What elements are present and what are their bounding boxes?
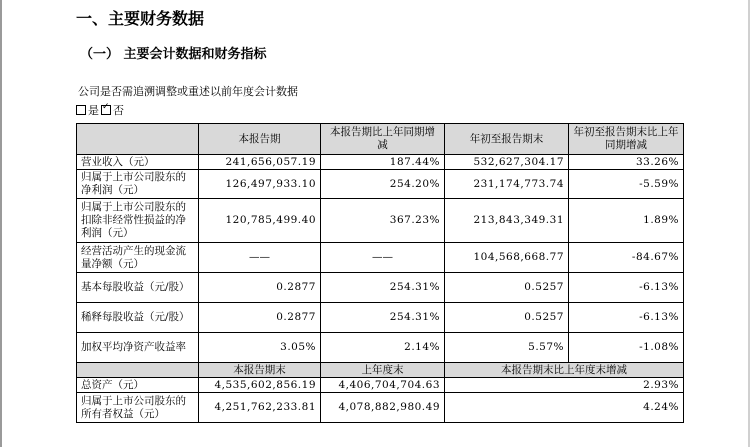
table-row: [77, 243, 684, 273]
cell-period: 126,497,933.10: [199, 170, 321, 199]
checkbox-no-icon[interactable]: [101, 105, 111, 115]
cell-ytd: 0.5257: [445, 303, 569, 333]
row-label: 总资产（元）: [77, 378, 199, 393]
cell-ytd: 213,843,349.31: [445, 199, 569, 243]
cell-period-change: 367.23%: [321, 199, 445, 243]
header-prior-year-end: 上年度末: [321, 363, 445, 378]
subsection-heading: （一） 主要会计数据和财务指标: [80, 47, 267, 62]
cell-period-change: 187.44%: [321, 155, 445, 170]
header-ytd-change: 年初至报告期末比上年同期增减: [569, 124, 684, 155]
cell-period-change: ——: [321, 243, 445, 273]
option-no-label: 否: [113, 104, 124, 117]
cell-period: 0.2877: [199, 303, 321, 333]
table-row: [77, 378, 684, 393]
cell-ytd-change: -6.13%: [569, 273, 684, 303]
table-row: [77, 393, 684, 423]
page-edge-left: [0, 0, 2, 447]
cell-ytd-change: 1.89%: [569, 199, 684, 243]
section-heading: 一、主要财务数据: [76, 9, 205, 28]
row-label: 基本每股收益（元/股）: [77, 273, 199, 303]
cell-ytd-change: -6.13%: [569, 303, 684, 333]
table-row: [77, 155, 684, 170]
restate-question: 公司是否需追溯调整或重述以前年度会计数据: [78, 85, 298, 98]
restate-options: [76, 102, 126, 118]
row-label: 归属于上市公司股东的净利润（元）: [77, 170, 199, 199]
cell-period: ——: [199, 243, 321, 273]
checkbox-yes-icon[interactable]: [76, 105, 86, 115]
cell-period: 120,785,499.40: [199, 199, 321, 243]
financial-data-table: [76, 123, 684, 423]
cell-period: 241,656,057.19: [199, 155, 321, 170]
cell-ytd: 5.57%: [445, 333, 569, 363]
row-label: 营业收入（元）: [77, 155, 199, 170]
option-yes-label: 是: [88, 104, 99, 117]
row-label: 稀释每股收益（元/股）: [77, 303, 199, 333]
table-row: [77, 170, 684, 199]
cell-ytd: 0.5257: [445, 273, 569, 303]
header-blank: [77, 363, 199, 378]
table-row: [77, 199, 684, 243]
cell-change: 4.24%: [445, 393, 684, 423]
cell-current: 4,251,762,233.81: [199, 393, 321, 423]
cell-period: 3.05%: [199, 333, 321, 363]
cell-period-change: 254.31%: [321, 303, 445, 333]
header-ytd: 年初至报告期末: [445, 124, 569, 155]
header-current-period-change: 本报告期比上年同期增减: [321, 124, 445, 155]
table-row: [77, 273, 684, 303]
cell-current: 4,535,602,856.19: [199, 378, 321, 393]
cell-period: 0.2877: [199, 273, 321, 303]
cell-period-change: 254.20%: [321, 170, 445, 199]
cell-ytd: 104,568,668.77: [445, 243, 569, 273]
row-label: 经营活动产生的现金流量净额（元）: [77, 243, 199, 273]
cell-change: 2.93%: [445, 378, 684, 393]
table-row: [77, 333, 684, 363]
cell-ytd-change: -5.59%: [569, 170, 684, 199]
cell-prior: 4,078,882,980.49: [321, 393, 445, 423]
table-row: [77, 303, 684, 333]
header-period-end-change: 本报告期末比上年度末增减: [445, 363, 684, 378]
row-label: 归属于上市公司股东的扣除非经常性损益的净利润（元）: [77, 199, 199, 243]
cell-ytd-change: -84.67%: [569, 243, 684, 273]
table1-header-row: [77, 124, 684, 155]
table2-header-row: [77, 363, 684, 378]
cell-ytd: 231,174,773.74: [445, 170, 569, 199]
cell-ytd-change: -1.08%: [569, 333, 684, 363]
header-current-period: 本报告期: [199, 124, 321, 155]
row-label: 归属于上市公司股东的所有者权益（元）: [77, 393, 199, 423]
cell-period-change: 2.14%: [321, 333, 445, 363]
cell-ytd: 532,627,304.17: [445, 155, 569, 170]
cell-period-change: 254.31%: [321, 273, 445, 303]
cell-ytd-change: 33.26%: [569, 155, 684, 170]
row-label: 加权平均净资产收益率: [77, 333, 199, 363]
header-period-end: 本报告期末: [199, 363, 321, 378]
header-blank: [77, 124, 199, 155]
cell-prior: 4,406,704,704.63: [321, 378, 445, 393]
